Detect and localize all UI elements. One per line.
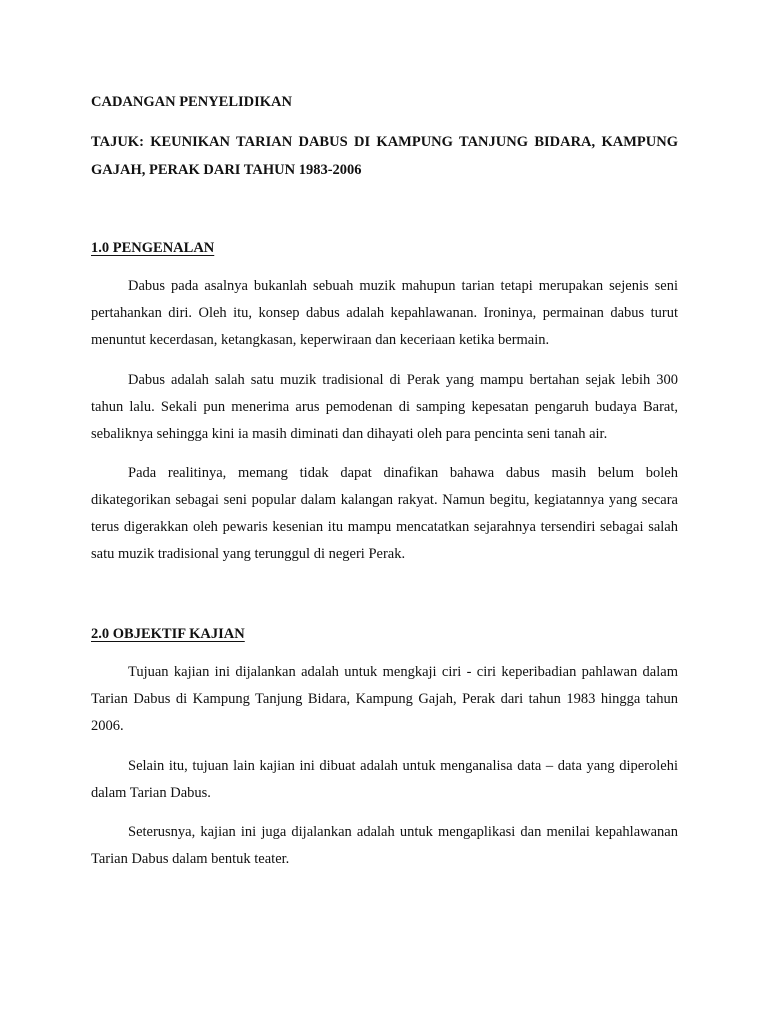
section-heading-objektif: 2.0 OBJEKTIF KAJIAN: [91, 626, 245, 642]
document-heading: CADANGAN PENYELIDIKAN: [91, 94, 292, 110]
paragraph-objektif-1: Tujuan kajian ini dijalankan adalah untuk mengkaji ciri - ciri keperibadian pahlawan dalam Tarian Dabus di Kampung Tanjung Bidara, Kampung Gajah, Perak dari tahun 1983 hingga tahun 2006.: [91, 664, 678, 734]
paragraph-pengenalan-1: Dabus pada asalnya bukanlah sebuah muzik mahupun tarian tetapi merupakan sejenis seni pertahankan diri. Oleh itu, konsep dabus adalah kepahlawanan. Ironinya, permainan dabus turut menuntut kecerdasan, ketangkasan, keperwiraan dan keceriaan ketika bermain.: [91, 278, 678, 348]
paragraph-pengenalan-2: Dabus adalah salah satu muzik tradisional di Perak yang mampu bertahan sejak lebih 300 tahun lalu. Sekali pun menerima arus pemodenan di samping kepesatan pengaruh budaya Barat, sebaliknya sehingga kini ia masih diminati dan dihayati oleh para pencinta seni tanah air.: [91, 372, 678, 442]
paragraph-objektif-2: Selain itu, tujuan lain kajian ini dibuat adalah untuk menganalisa data – data yang diperolehi dalam Tarian Dabus.: [91, 758, 678, 801]
paragraph-pengenalan-3: Pada realitinya, memang tidak dapat dinafikan bahawa dabus masih belum boleh dikategorikan sebagai seni popular dalam kalangan rakyat. Namun begitu, kegiatannya yang secara terus digerakkan oleh pewaris kesenian itu mampu mencatatkan sejarahnya tersendiri sebagai salah satu muzik tradisional yang terunggul di negeri Perak.: [91, 465, 678, 562]
document-title: TAJUK: KEUNIKAN TARIAN DABUS DI KAMPUNG TANJUNG BIDARA, KAMPUNG GAJAH, PERAK DARI TAHUN 1983-2006: [91, 134, 678, 178]
section-heading-pengenalan: 1.0 PENGENALAN: [91, 240, 215, 256]
paragraph-objektif-3: Seterusnya, kajian ini juga dijalankan adalah untuk mengaplikasi dan menilai kepahlawanan Tarian Dabus dalam bentuk teater.: [91, 824, 678, 867]
